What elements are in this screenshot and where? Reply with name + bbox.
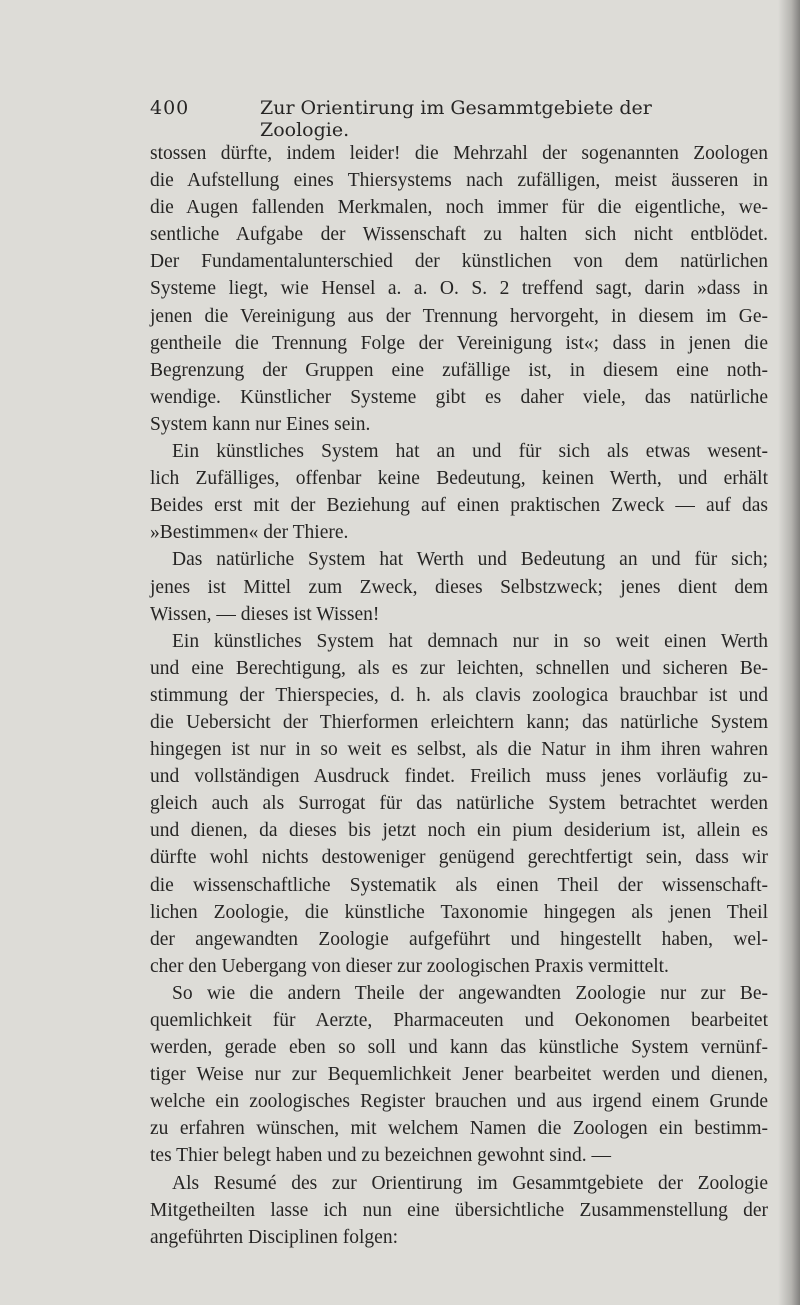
text-line: So wie die andern Theile der angewandten Zoologie nur zur Be-	[172, 982, 768, 1004]
text-line: wendige. Künstlicher Systeme gibt es daher viele, das natürliche	[150, 386, 768, 408]
text-line: tiger Weise nur zur Bequemlichkeit Jener bearbeitet werden und dienen,	[150, 1064, 768, 1086]
text-line: Beides erst mit der Beziehung auf einen praktischen Zweck — auf das	[150, 495, 768, 517]
text-line: die Aufstellung eines Thiersystems nach zufälligen, meist äusseren in	[150, 170, 768, 192]
text-line: Wissen, — dieses ist Wissen!	[150, 603, 380, 625]
text-line: zu erfahren wünschen, mit welchem Namen die Zoologen ein bestimm-	[150, 1118, 768, 1140]
text-line: Das natürliche System hat Werth und Bedeutung an und für sich;	[172, 549, 768, 571]
text-line: werden, gerade eben so soll und kann das künstliche System vernünf-	[150, 1037, 768, 1059]
text-line: stimmung der Thierspecies, d. h. als clavis zoologica brauchbar ist und	[150, 684, 768, 706]
text-line: Systeme liegt, wie Hensel a. a. O. S. 2 treffend sagt, darin »dass in	[150, 278, 768, 300]
text-line: die wissenschaftliche Systematik als einen Theil der wissenschaft-	[150, 874, 768, 896]
text-line: und dienen, da dieses bis jetzt noch ein pium desiderium ist, allein es	[150, 820, 768, 842]
text-line: lich Zufälliges, offenbar keine Bedeutung, keinen Werth, und erhält	[150, 468, 768, 490]
text-line: die Augen fallenden Merkmalen, noch immer für die eigentliche, we-	[150, 197, 768, 219]
text-line: Ein künstliches System hat demnach nur in so weit einen Werth	[172, 630, 768, 652]
text-line: hingegen ist nur in so weit es selbst, als die Natur in ihm ihren wahren	[150, 739, 768, 761]
text-line: sentliche Aufgabe der Wissenschaft zu halten sich nicht entblödet.	[150, 224, 768, 246]
text-line: und vollständigen Ausdruck findet. Freilich muss jenes vorläufig zu-	[150, 766, 768, 788]
page-number: 400	[150, 97, 190, 119]
text-line: stossen dürfte, indem leider! die Mehrzahl der sogenannten Zoologen	[150, 143, 768, 164]
text-line: quemlichkeit für Aerzte, Pharmaceuten und Oekonomen bearbeitet	[150, 1010, 768, 1031]
text-line: jenen die Vereinigung aus der Trennung hervorgeht, in diesem im Ge-	[150, 305, 768, 327]
page-edge-shadow	[778, 0, 800, 1305]
text-line: »Bestimmen« der Thiere.	[150, 522, 349, 544]
page-header	[150, 97, 670, 141]
text-line: und eine Berechtigung, als es zur leichten, schnellen und sicheren Be-	[150, 657, 768, 679]
text-line: System kann nur Eines sein.	[150, 413, 371, 435]
text-line: die Uebersicht der Thierformen erleichtern kann; das natürliche System	[150, 711, 768, 733]
text-line: welche ein zoologisches Register brauchen und aus irgend einem Grunde	[150, 1091, 768, 1113]
text-line: Mitgetheilten lasse ich nun eine übersichtliche Zusammenstellung der	[150, 1199, 768, 1221]
text-line: Der Fundamentalunterschied der künstlichen von dem natürlichen	[150, 251, 768, 273]
body-text	[150, 140, 768, 1251]
running-title: Zur Orientirung im Gesammtgebiete der Zoologie.	[260, 97, 652, 141]
text-line: Als Resumé des zur Orientirung im Gesammtgebiete der Zoologie	[172, 1172, 768, 1194]
text-line: der angewandten Zoologie aufgeführt und hingestellt haben, wel-	[150, 928, 768, 950]
text-line: lichen Zoologie, die künstliche Taxonomie hingegen als jenen Theil	[150, 901, 768, 923]
text-line: angeführten Disciplinen folgen:	[150, 1226, 399, 1248]
text-line: Begrenzung der Gruppen eine zufällige ist, in diesem eine noth-	[150, 359, 768, 381]
text-line: tes Thier belegt haben und zu bezeichnen gewohnt sind. —	[150, 1145, 612, 1167]
text-line: cher den Uebergang von dieser zur zoologischen Praxis vermittelt.	[150, 955, 669, 977]
text-line: gleich auch als Surrogat für das natürliche System betrachtet werden	[150, 793, 768, 815]
text-line: gentheile die Trennung Folge der Vereinigung ist«; dass in jenen die	[150, 332, 768, 354]
text-line: Ein künstliches System hat an und für sich als etwas wesent-	[172, 441, 768, 463]
text-line: dürfte wohl nichts destoweniger genügend gerechtfertigt sein, dass wir	[150, 847, 768, 869]
text-line: jenes ist Mittel zum Zweck, dieses Selbstzweck; jenes dient dem	[150, 576, 768, 598]
